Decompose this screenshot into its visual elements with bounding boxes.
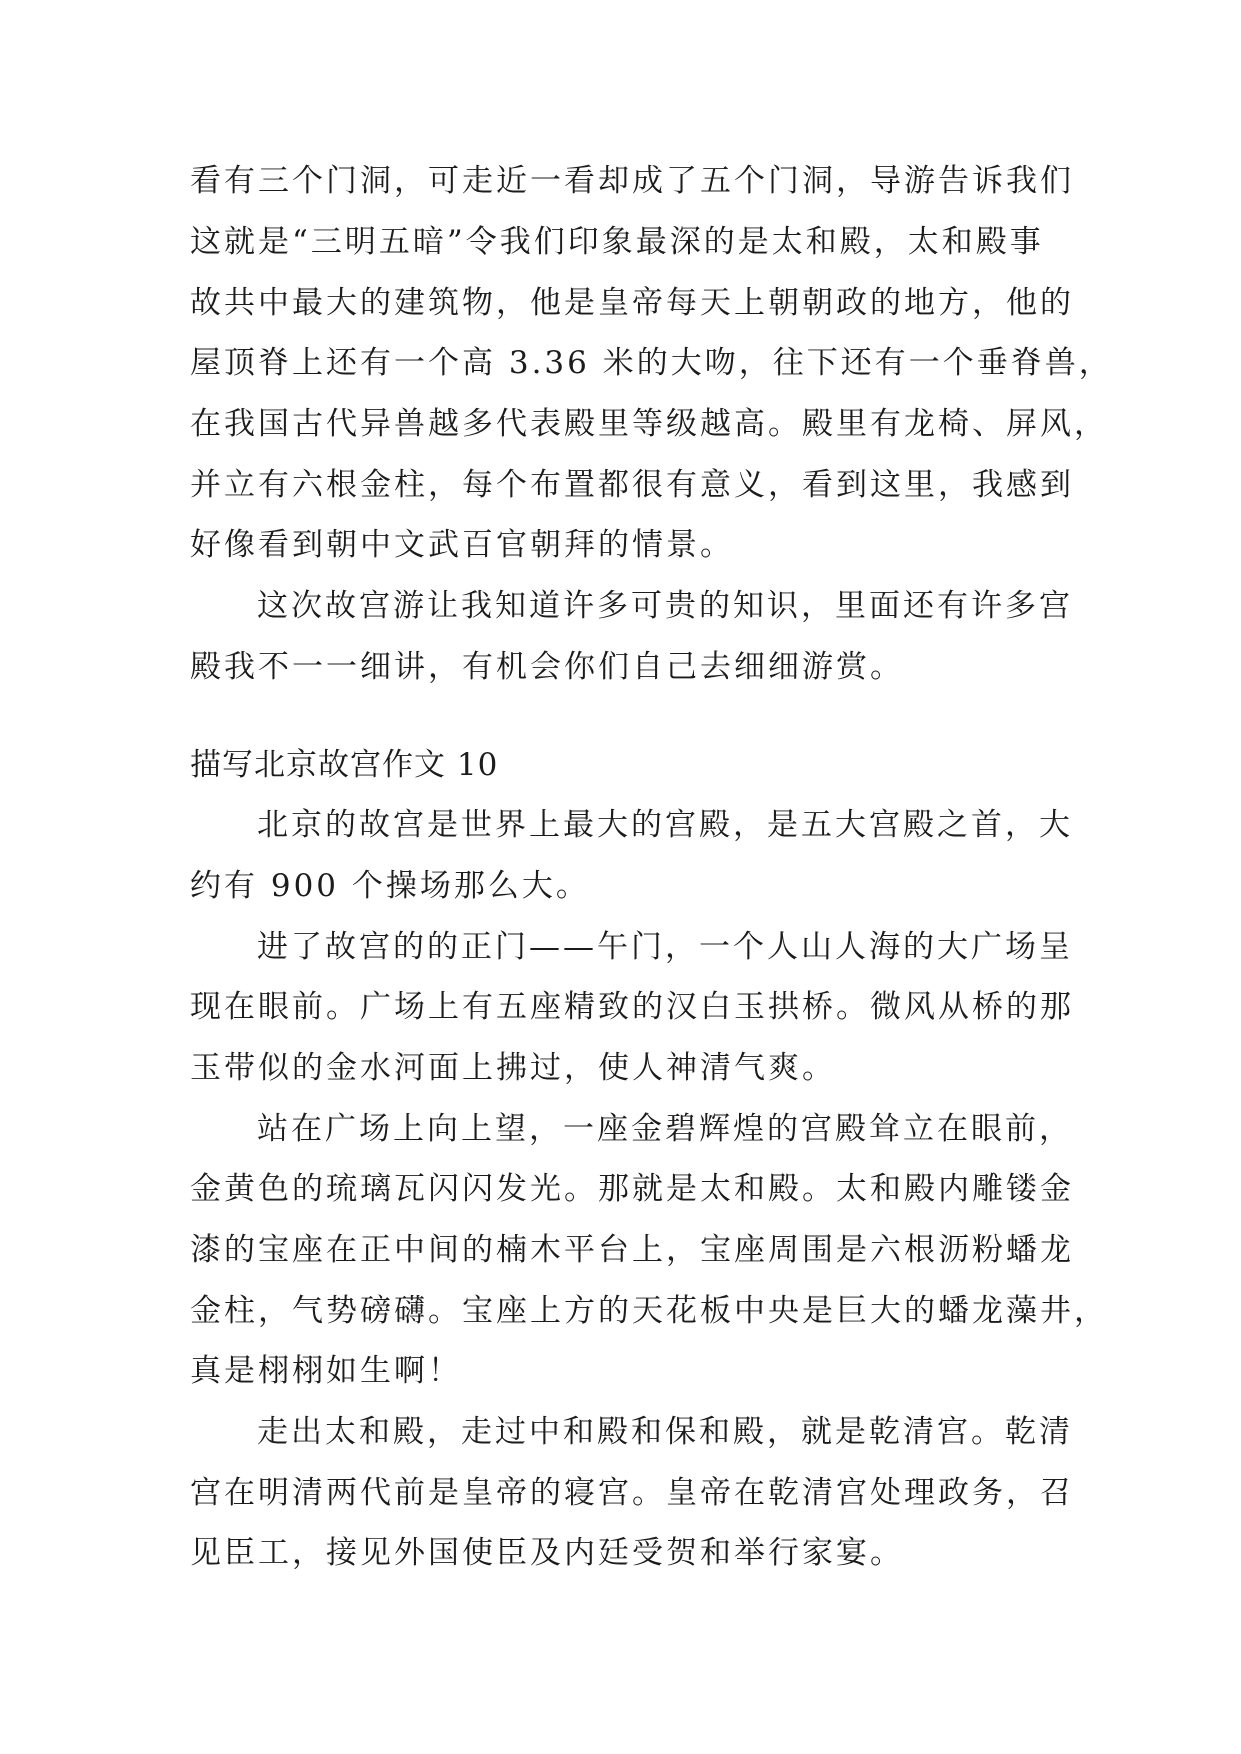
text-line: 玉带似的金水河面上拂过，使人神清气爽。 — [190, 1050, 836, 1086]
text-line: 约有 900 个操场那么大。 — [190, 868, 590, 904]
text-line: 殿我不一一细讲，有机会你们自己去细细游赏。 — [190, 649, 904, 685]
paragraph-first-line: 进了故宫的的正门——午门，一个人山人海的大广场呈 — [257, 929, 1073, 965]
text-line: 并立有六根金柱，每个布置都很有意义，看到这里，我感到 — [190, 467, 1074, 503]
paragraph-first-line: 北京的故宫是世界上最大的宫殿，是五大宫殿之首，大 — [257, 807, 1073, 843]
text-line: 现在眼前。广场上有五座精致的汉白玉拱桥。微风从桥的那 — [190, 989, 1074, 1025]
text-line: 屋顶脊上还有一个高 3.36 米的大吻，往下还有一个垂脊兽， — [190, 345, 1113, 381]
text-line: 好像看到朝中文武百官朝拜的情景。 — [190, 527, 734, 563]
text-line: 这就是“三明五暗”令我们印象最深的是太和殿，太和殿事 — [190, 224, 1044, 260]
text-line: 金柱，气势磅礴。宝座上方的天花板中央是巨大的蟠龙藻井， — [190, 1293, 1108, 1329]
paragraph-first-line: 走出太和殿，走过中和殿和保和殿，就是乾清宫。乾清 — [257, 1414, 1073, 1450]
text-line: 漆的宝座在正中间的楠木平台上，宝座周围是六根沥粉蟠龙 — [190, 1232, 1074, 1268]
paragraph-first-line: 这次故宫游让我知道许多可贵的知识，里面还有许多宫 — [257, 588, 1073, 624]
text-line: 看有三个门洞，可走近一看却成了五个门洞，导游告诉我们 — [190, 163, 1074, 199]
text-line: 见臣工，接见外国使臣及内廷受贺和举行家宴。 — [190, 1535, 904, 1571]
text-line: 宫在明清两代前是皇帝的寝宫。皇帝在乾清宫处理政务，召 — [190, 1475, 1074, 1511]
text-line: 金黄色的琉璃瓦闪闪发光。那就是太和殿。太和殿内雕镂金 — [190, 1171, 1074, 1207]
section-title: 描写北京故宫作文 10 — [190, 747, 499, 783]
paragraph-first-line: 站在广场上向上望，一座金碧辉煌的宫殿耸立在眼前， — [257, 1111, 1073, 1147]
text-line: 故共中最大的建筑物，他是皇帝每天上朝朝政的地方，他的 — [190, 285, 1074, 321]
text-line: 真是栩栩如生啊！ — [190, 1353, 462, 1389]
text-line: 在我国古代异兽越多代表殿里等级越高。殿里有龙椅、屏风， — [190, 406, 1108, 442]
